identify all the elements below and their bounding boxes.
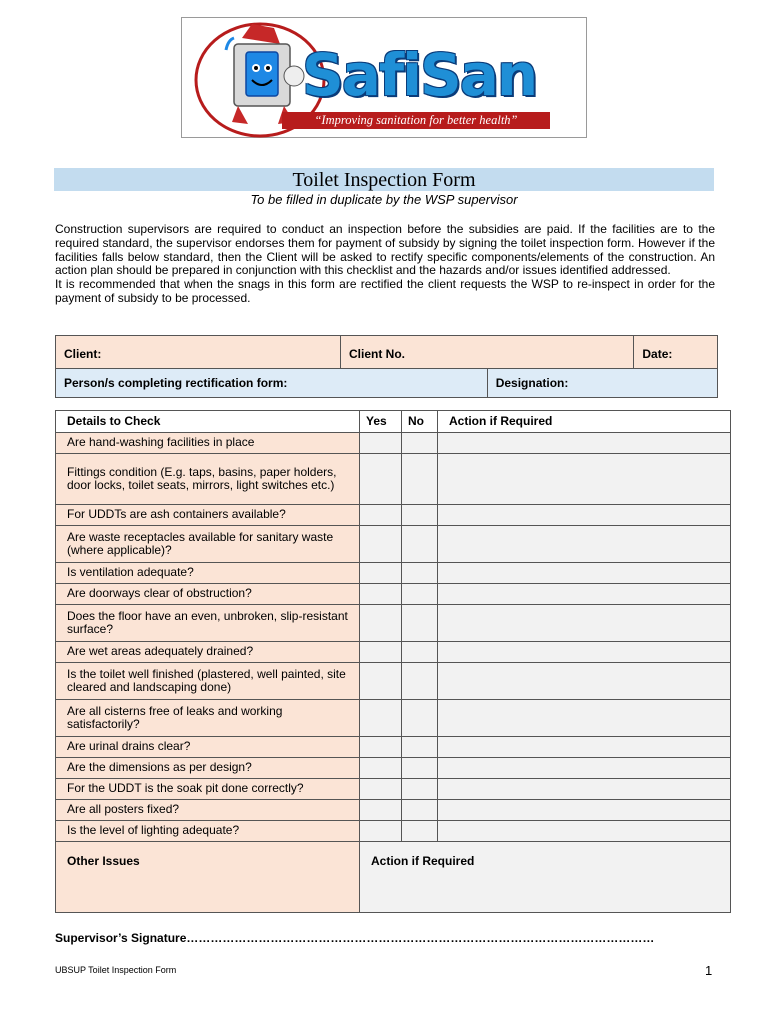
action-cell[interactable] [438,800,731,821]
header-action: Action if Required [438,411,731,433]
intro-text [55,223,715,306]
action-cell[interactable] [438,563,731,584]
no-cell[interactable] [402,663,438,700]
checklist-question: Are urinal drains clear? [56,737,360,758]
checklist-row [56,505,731,526]
client-field[interactable]: Client: [56,336,341,369]
intro-paragraph-1: Construction supervisors are required to conduct an inspection before the subsidies are paid. If the facilities are to the required standard, the supervisor endorses them for payment of subsidy by signing the toilet inspection form. However if the facilities falls below standard, then the Client will be asked to rectify specific components/elements of the construction. An action plan should be prepared in conjunction with this checklist and the hazards and/or issues identified addressed. [55,222,715,278]
checklist-row [56,584,731,605]
yes-cell[interactable] [360,758,402,779]
checklist-question: Are wet areas adequately drained? [56,642,360,663]
no-cell[interactable] [402,505,438,526]
action-cell[interactable] [438,758,731,779]
no-cell[interactable] [402,758,438,779]
page-number: 1 [705,963,713,978]
checklist-table [55,410,731,913]
designation-field[interactable]: Designation: [487,369,717,398]
client-no-field[interactable]: Client No. [341,336,634,369]
checklist-row [56,526,731,563]
checklist-question: Is ventilation adequate? [56,563,360,584]
other-issues-label[interactable]: Other Issues [56,842,360,913]
yes-cell[interactable] [360,821,402,842]
yes-cell[interactable] [360,642,402,663]
yes-cell[interactable] [360,800,402,821]
no-cell[interactable] [402,526,438,563]
checklist-question: For UDDTs are ash containers available? [56,505,360,526]
page-subtitle: To be filled in duplicate by the WSP supervisor [250,192,518,207]
checklist-question: For the UDDT is the soak pit done correctly? [56,779,360,800]
action-cell[interactable] [438,642,731,663]
checklist-header-row [56,411,731,433]
page-title: Toilet Inspection Form [54,168,714,191]
checklist-row [56,454,731,505]
no-cell[interactable] [402,454,438,505]
no-cell[interactable] [402,563,438,584]
other-action-label[interactable]: Action if Required [360,842,731,913]
checklist-row [56,758,731,779]
action-cell[interactable] [438,663,731,700]
yes-cell[interactable] [360,526,402,563]
checklist-question: Is the level of lighting adequate? [56,821,360,842]
action-cell[interactable] [438,584,731,605]
action-cell[interactable] [438,821,731,842]
action-cell[interactable] [438,505,731,526]
no-cell[interactable] [402,605,438,642]
other-issues-row [56,842,731,913]
yes-cell[interactable] [360,779,402,800]
info-table [55,335,718,398]
checklist-row [56,563,731,584]
checklist-row [56,700,731,737]
action-cell[interactable] [438,605,731,642]
checklist-question: Fittings condition (E.g. taps, basins, paper holders, door locks, toilet seats, mirrors, light switches etc.) [56,454,360,505]
checklist-question: Are doorways clear of obstruction? [56,584,360,605]
checklist-row [56,605,731,642]
intro-paragraph-2: It is recommended that when the snags in this form are rectified the client requests the WSP to re-inspect in order for the payment of subsidy to be processed. [55,277,715,305]
footer-doc-name: UBSUP Toilet Inspection Form [55,965,177,975]
checklist-row [56,821,731,842]
checklist-row [56,433,731,454]
no-cell[interactable] [402,433,438,454]
yes-cell[interactable] [360,700,402,737]
action-cell[interactable] [438,737,731,758]
no-cell[interactable] [402,737,438,758]
checklist-row [56,779,731,800]
logo-box [181,17,587,138]
yes-cell[interactable] [360,433,402,454]
checklist-row [56,663,731,700]
action-cell[interactable] [438,526,731,563]
yes-cell[interactable] [360,584,402,605]
person-field[interactable]: Person/s completing rectification form: [56,369,488,398]
header-yes: Yes [360,411,402,433]
header-no: No [402,411,438,433]
action-cell[interactable] [438,779,731,800]
yes-cell[interactable] [360,454,402,505]
checklist-row [56,800,731,821]
no-cell[interactable] [402,800,438,821]
no-cell[interactable] [402,779,438,800]
checklist-row [56,642,731,663]
yes-cell[interactable] [360,605,402,642]
checklist-question: Is the toilet well finished (plastered, well painted, site cleared and landscaping done) [56,663,360,700]
date-field[interactable]: Date: [634,336,718,369]
checklist-question: Does the floor have an even, unbroken, slip-resistant surface? [56,605,360,642]
header-details: Details to Check [56,411,360,433]
yes-cell[interactable] [360,563,402,584]
checklist-question: Are hand-washing facilities in place [56,433,360,454]
no-cell[interactable] [402,642,438,663]
checklist-question: Are waste receptacles available for sanitary waste (where applicable)? [56,526,360,563]
checklist-question: Are the dimensions as per design? [56,758,360,779]
logo-brand: SafiSan [302,41,537,109]
no-cell[interactable] [402,821,438,842]
yes-cell[interactable] [360,663,402,700]
no-cell[interactable] [402,584,438,605]
checklist-question: Are all cisterns free of leaks and working satisfactorily? [56,700,360,737]
checklist-row [56,737,731,758]
checklist-question: Are all posters fixed? [56,800,360,821]
action-cell[interactable] [438,700,731,737]
supervisor-signature-line[interactable]: Supervisor’s Signature……………………………………………………………………………………………………… [55,931,655,945]
action-cell[interactable] [438,454,731,505]
yes-cell[interactable] [360,505,402,526]
no-cell[interactable] [402,700,438,737]
action-cell[interactable] [438,433,731,454]
yes-cell[interactable] [360,737,402,758]
logo-tagline: “Improving sanitation for better health” [282,112,550,129]
